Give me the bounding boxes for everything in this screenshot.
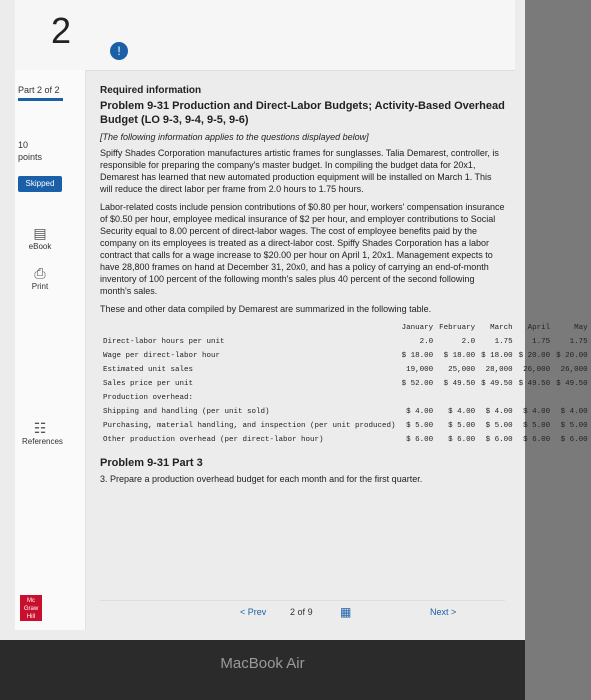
prev-button[interactable]: < Prev [240,607,267,617]
table-cell: $ 49.50 [518,380,551,388]
part3-title: Problem 9-31 Part 3 [100,457,203,469]
device-label: MacBook Air [220,655,305,672]
alert-badge-icon: ! [110,42,128,60]
table-header [100,321,399,335]
table-cell: $ 5.00 [406,422,434,430]
part-progress-bar [18,98,63,101]
table-header: February [439,324,476,332]
table-cell: $ 6.00 [560,436,588,444]
part-label: Part 2 of 2 [18,85,60,95]
paragraph-3: These and other data compiled by Demarest are summarized in the following table. [100,304,432,314]
table-header: May [574,324,588,332]
table-header-row [100,321,591,335]
table-cell [399,391,437,405]
table-cell: $ 4.00 [560,408,588,416]
table-cell: Sales price per unit [103,380,194,388]
table-cell: $ 4.00 [485,408,513,416]
table-cell: $ 20.00 [518,352,551,360]
part3-question: 3. Prepare a production overhead budget for each month and for the first quarter. [100,474,423,484]
table-cell: $ 18.00 [443,352,476,360]
publisher-logo-icon: Mc Graw Hill [20,595,42,621]
table-cell: Shipping and handling (per unit sold) [103,408,270,416]
table-cell: 1.75 [569,338,588,346]
table-header: January [401,324,434,332]
references-icon: ☷ [33,420,47,436]
table-cell: $ 49.50 [443,380,476,388]
print-label: Print [31,282,49,291]
ebook-button[interactable] [22,225,58,251]
paragraph-2: Labor-related costs include pension contributions of $0.80 per hour, workers' compensation insurance of $0.50 per hour, employee medical insurance of $2 per hour, and employer contributions to Social Security equal to 8.00 percent of direct-labor wages. The cost of employee benefits paid by the company on its employees is treated as a direct-labor cost. Spiffy Shades Corporation has a labor contract that calls for a wage increase to $20.00 per hour on April 1, 20x1. Management expects to have 28,800 frames on hand at December 31, 20x0, and has a policy of carrying an end-of-month inventory of 100 percent of the following month's sales plus 40 percent of the second following month's sales. [100,202,505,296]
table-row [100,349,591,363]
table-cell: 25,000 [448,366,476,374]
ebook-label: eBook [28,242,52,251]
points-value: 10 [18,140,29,150]
pager-of: of [297,607,306,617]
top-bar [15,0,515,71]
table-row [100,405,591,419]
table-cell: $ 6.00 [406,436,434,444]
info-note: [The following information applies to the questions displayed below] [100,132,369,142]
skipped-badge: Skipped [18,176,62,192]
table-cell: 2.0 [461,338,476,346]
table-cell: Purchasing, material handling, and inspection (per unit produced) [103,422,396,430]
table-cell: 1.75 [494,338,513,346]
table-row [100,335,591,349]
pager-current: 2 [290,607,296,617]
table-cell: $ 4.00 [448,408,476,416]
table-header: March [490,324,513,332]
pager-total: 9 [307,607,313,617]
table-cell: $ 52.00 [401,380,434,388]
table-cell: $ 20.00 [556,352,588,360]
page-indicator [290,607,313,617]
table-row [100,377,591,391]
references-button[interactable] [22,420,63,446]
book-icon: ▤ [33,225,47,241]
table-row [100,363,591,377]
table-cell: $ 5.00 [448,422,476,430]
table-cell: 19,000 [406,366,434,374]
table-cell: $ 18.00 [401,352,434,360]
table-row [100,433,591,447]
table-cell: $ 49.50 [481,380,513,388]
table-cell: Other production overhead (per direct-labor hour) [103,436,324,444]
table-cell: Direct-labor hours per unit [103,338,225,346]
table-cell: $ 4.00 [523,408,551,416]
table-cell [478,391,516,405]
table-cell: $ 5.00 [523,422,551,430]
next-button[interactable]: Next > [430,607,457,617]
points-unit: points [18,152,43,162]
table-cell: 26,000 [560,366,588,374]
table-cell: $ 6.00 [448,436,476,444]
question-content [100,85,588,485]
table-cell: $ 18.00 [481,352,513,360]
printer-icon: ⎙ [34,265,46,281]
grid-icon[interactable]: ▦ [340,605,352,619]
required-heading: Required information [100,85,202,96]
table-cell: $ 6.00 [523,436,551,444]
table-cell: Estimated unit sales [103,366,194,374]
table-cell: 1.75 [532,338,551,346]
table-cell: $ 49.50 [556,380,588,388]
budget-data-table [100,321,591,447]
table-cell [516,391,554,405]
table-cell: Production overhead: [103,394,194,402]
table-cell: $ 5.00 [560,422,588,430]
table-cell: $ 5.00 [485,422,513,430]
table-cell: $ 4.00 [406,408,434,416]
table-cell: 2.0 [419,338,434,346]
paragraph-1: Spiffy Shades Corporation manufactures artistic frames for sunglasses. Talia Demarest, controller, is responsible for preparing the company's master budget. In compiling the budget data for 20x1, Demarest has learned that new automated production equipment will be installed on March 1. This will reduce the direct labor per frame from 2.0 hours to 1.75 hours. [100,148,499,194]
table-row [100,391,591,405]
table-header: April [527,324,551,332]
question-number: 2 [51,10,72,51]
references-label: References [22,437,63,446]
table-row [100,419,591,433]
table-cell [553,391,591,405]
table-cell: Wage per direct-labor hour [103,352,221,360]
table-cell [436,391,478,405]
table-cell: 28,000 [485,366,513,374]
print-button[interactable] [22,265,58,291]
table-cell: 26,000 [523,366,551,374]
problem-title: Problem 9-31 Production and Direct-Labor Budgets; Activity-Based Overhead Budget (LO 9-3, 9-4, 9-5, 9-6) [100,100,505,126]
table-cell: $ 6.00 [485,436,513,444]
pagination-footer [100,600,505,625]
